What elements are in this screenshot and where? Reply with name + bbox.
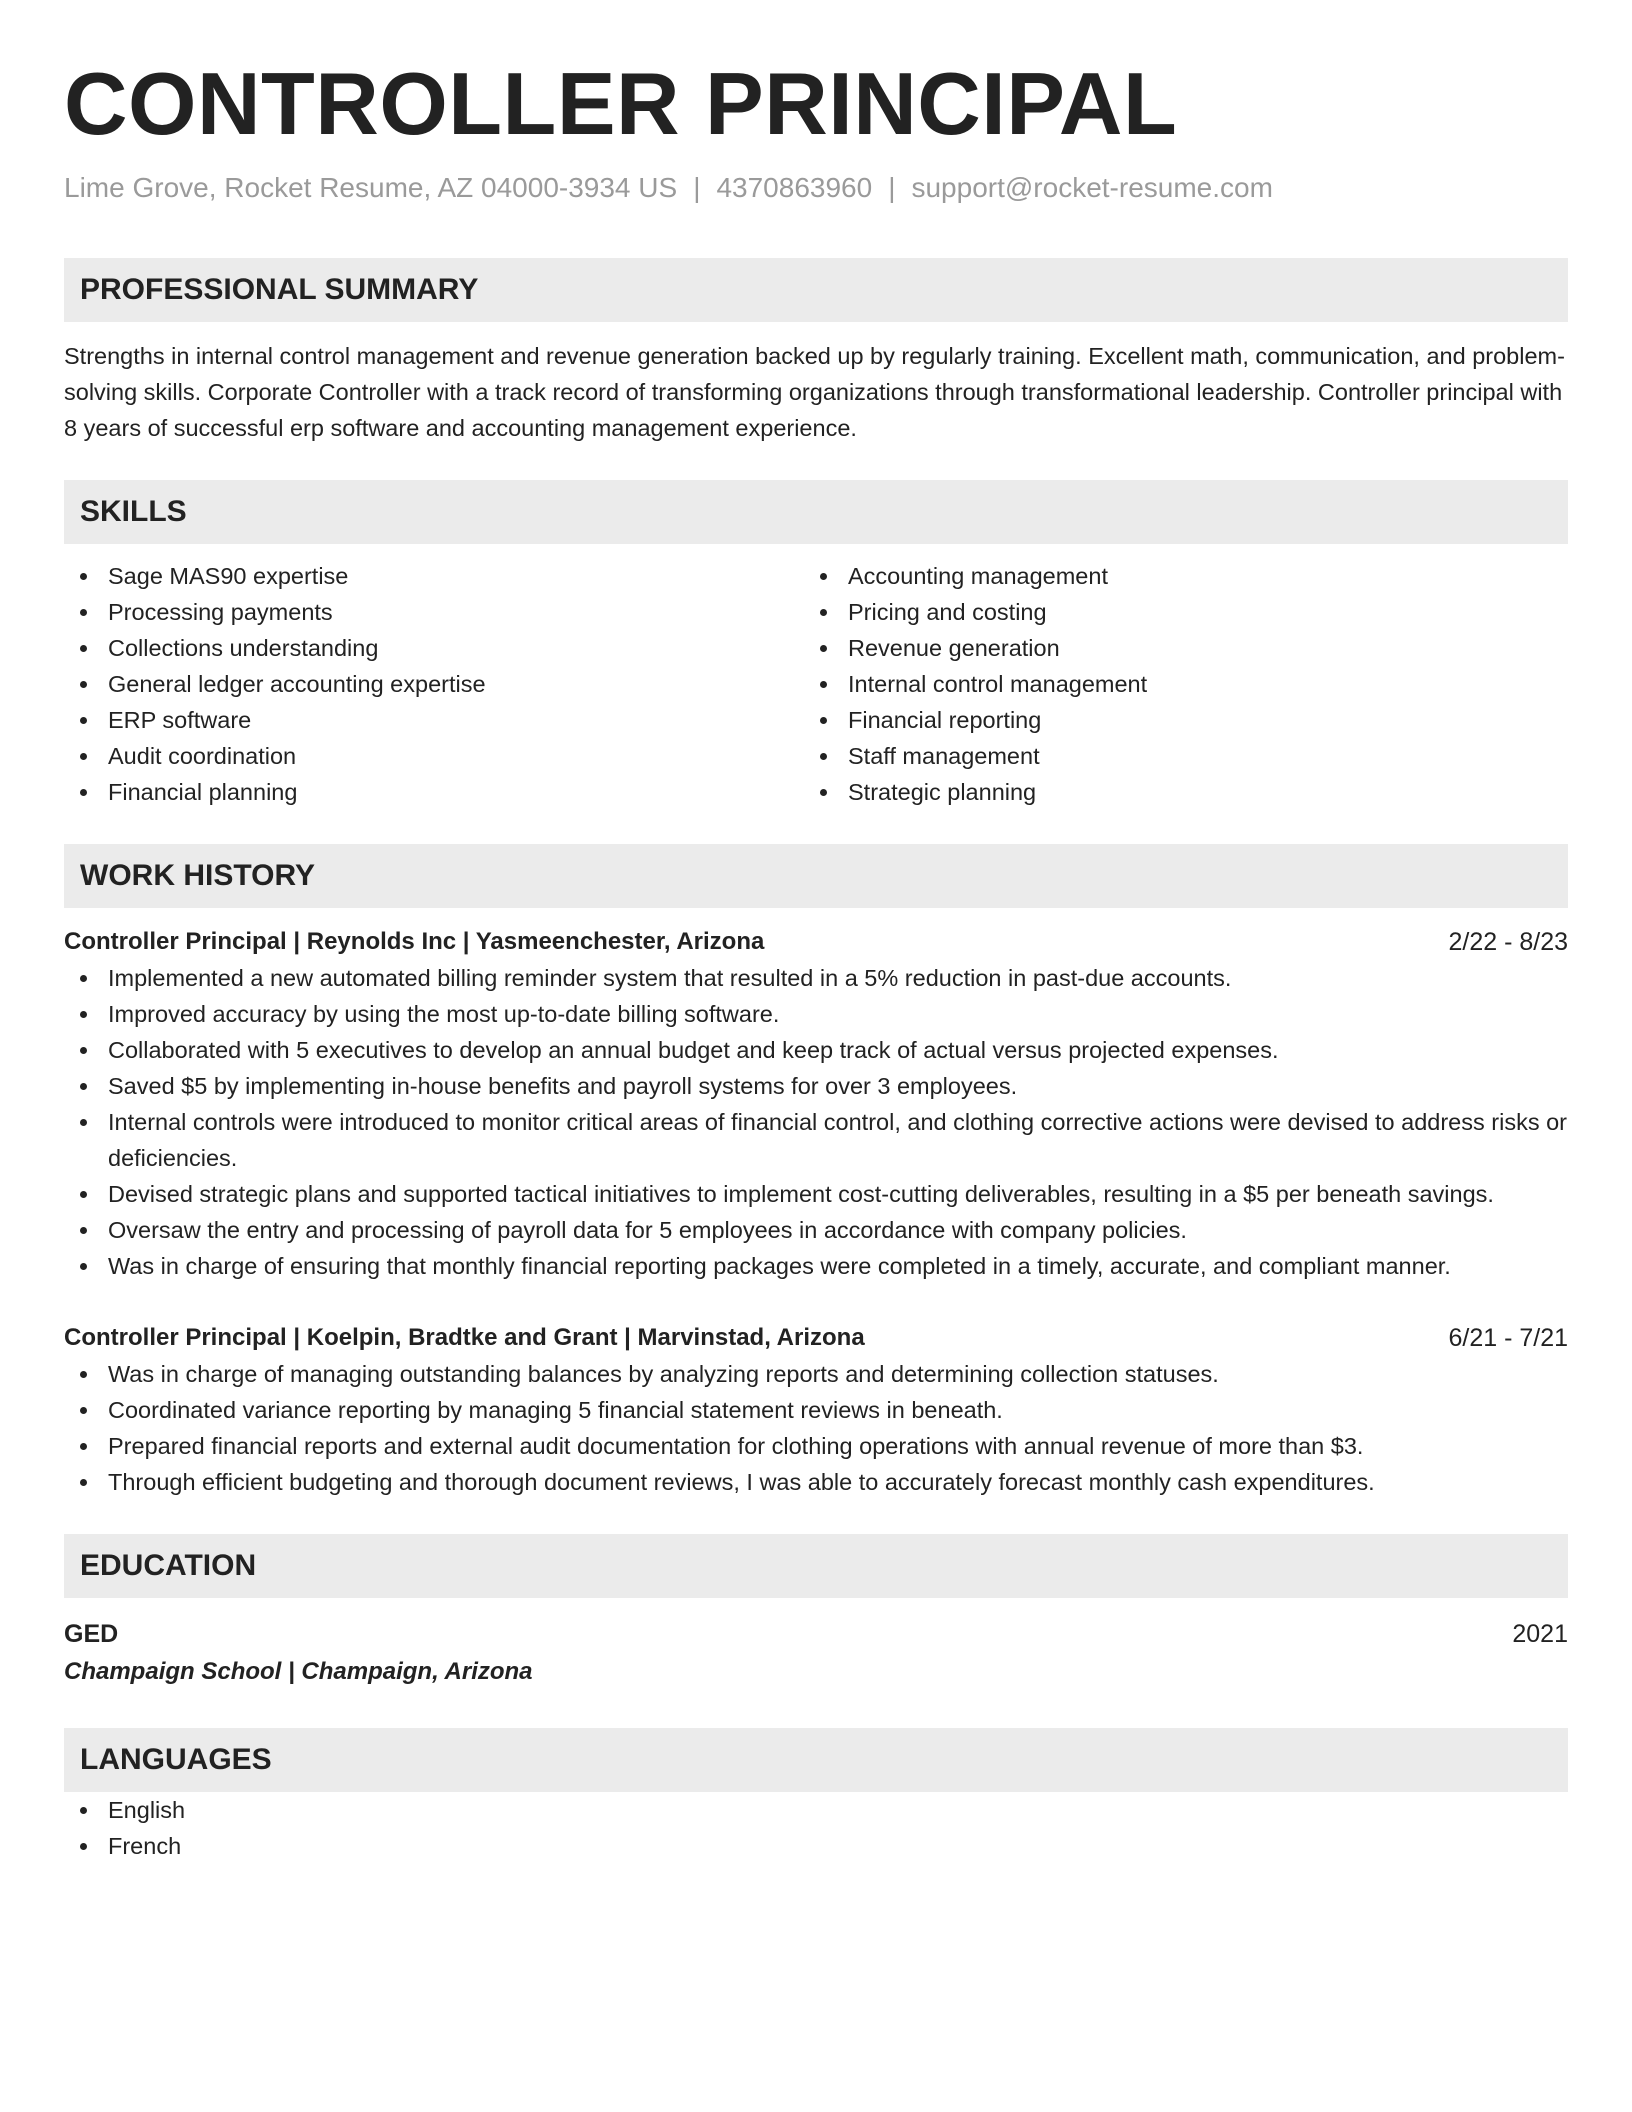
skill-item: Strategic planning [816,774,1568,810]
skill-item: Staff management [816,738,1568,774]
job-dates: 2/22 - 8/23 [1448,928,1568,956]
job-bullets [64,1356,1568,1500]
summary-text: Strengths in internal control management and revenue generation backed up by regularly training. Excellent math, communication, and problem-solving skills. Corporate Controller with a track record of transforming organizations through transformational leadership. Controller principal with 8 years of successful erp software and accounting management experience. [64,343,1565,441]
section-heading-work-history: WORK HISTORY [64,844,1568,908]
contact-line [64,170,1568,206]
job-bullets [64,960,1568,1284]
skill-item: Pricing and costing [816,594,1568,630]
job-header [64,1320,1568,1356]
job-bullet: Prepared financial reports and external audit documentation for clothing operations with annual revenue of more than $3. [64,1428,1568,1464]
job-bullet: Internal controls were introduced to monitor critical areas of financial control, and clothing corrective actions were devised to address risks or deficiencies. [64,1104,1568,1176]
skills-list-left [64,558,816,810]
job-bullet: Collaborated with 5 executives to develop an annual budget and keep track of actual versus projected expenses. [64,1032,1568,1068]
job-title: Controller Principal | Reynolds Inc | Yasmeenchester, Arizona [64,928,765,955]
contact-phone: 4370863960 [716,172,873,203]
job-bullet: Was in charge of managing outstanding balances by analyzing reports and determining collection statuses. [64,1356,1568,1392]
job-bullet: Was in charge of ensuring that monthly financial reporting packages were completed in a timely, accurate, and compliant manner. [64,1248,1568,1284]
skill-item: ERP software [64,702,816,738]
candidate-name: CONTROLLER PRINCIPAL [64,54,1178,153]
job-bullet: Saved $5 by implementing in-house benefits and payroll systems for over 3 employees. [64,1068,1568,1104]
contact-address: Lime Grove, Rocket Resume, AZ 04000-3934 US [64,172,678,203]
contact-separator: | [888,172,896,203]
section-heading-summary: PROFESSIONAL SUMMARY [64,258,1568,322]
skill-item: Financial planning [64,774,816,810]
education-degree: GED [64,1620,119,1648]
section-heading-education: EDUCATION [64,1534,1568,1598]
section-heading-skills: SKILLS [64,480,1568,544]
languages-list [64,1792,1568,1864]
job-bullet: Implemented a new automated billing reminder system that resulted in a 5% reduction in past-due accounts. [64,960,1568,996]
job-bullet: Oversaw the entry and processing of payroll data for 5 employees in accordance with company policies. [64,1212,1568,1248]
skill-item: Revenue generation [816,630,1568,666]
job-bullet: Through efficient budgeting and thorough document reviews, I was able to accurately forecast monthly cash expenditures. [64,1464,1568,1500]
skill-item: Internal control management [816,666,1568,702]
education-year: 2021 [1512,1620,1568,1648]
skill-item: General ledger accounting expertise [64,666,816,702]
language-item: English [64,1792,1568,1828]
skill-item: Financial reporting [816,702,1568,738]
contact-email: support@rocket-resume.com [911,172,1273,203]
skill-item: Collections understanding [64,630,816,666]
language-item: French [64,1828,1568,1864]
skills-column-right [816,558,1568,810]
skill-item: Processing payments [64,594,816,630]
job-bullet: Improved accuracy by using the most up-to-date billing software. [64,996,1568,1032]
job-dates: 6/21 - 7/21 [1448,1324,1568,1352]
job-bullet: Coordinated variance reporting by managing 5 financial statement reviews in beneath. [64,1392,1568,1428]
education-header [64,1616,1568,1652]
job-bullet: Devised strategic plans and supported tactical initiatives to implement cost-cutting deliverables, resulting in a $5 per beneath savings. [64,1176,1568,1212]
job-header [64,924,1568,960]
skill-item: Sage MAS90 expertise [64,558,816,594]
skills-list-right [816,558,1568,810]
skill-item: Audit coordination [64,738,816,774]
skills-column-left [64,558,816,810]
contact-separator: | [693,172,701,203]
section-heading-languages: LANGUAGES [64,1728,1568,1792]
education-school: Champaign School | Champaign, Arizona [64,1658,533,1685]
job-title: Controller Principal | Koelpin, Bradtke and Grant | Marvinstad, Arizona [64,1324,865,1351]
skills-columns [64,558,1568,810]
skill-item: Accounting management [816,558,1568,594]
